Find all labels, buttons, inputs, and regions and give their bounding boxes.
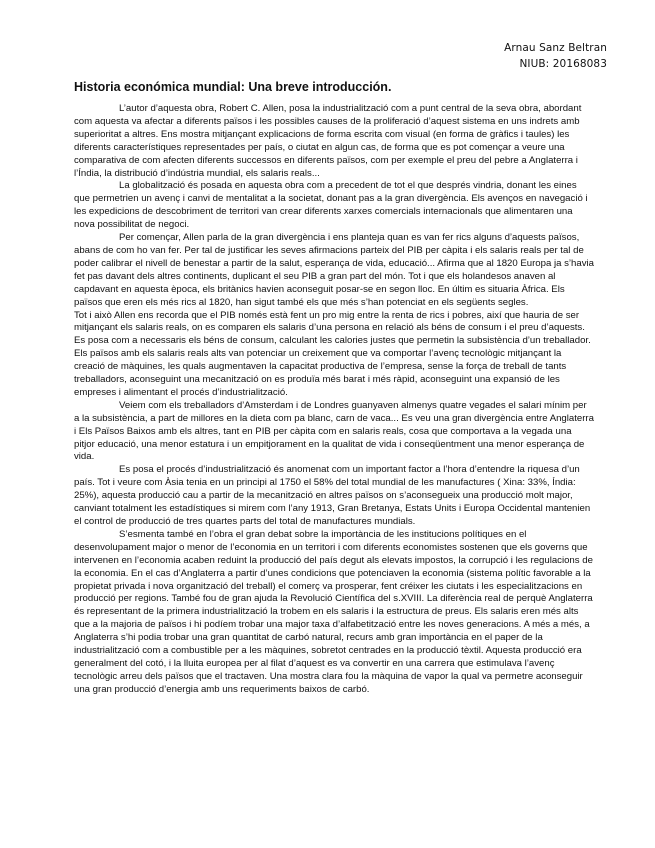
document-body (74, 103, 594, 697)
paragraph: S’esmenta també en l’obra el gran debat sobre la importància de les institucions polítiques en el desenvolupament major o menor de l’economia en un territori i com diferents economistes sostenen que els governs que intervenen en l’economia acaben reduint la producció del país degut als elevats impostos, la corrupció i les regulacions de la economia. En el cas d’Anglaterra a partir d’unes condicions que potenciaven la economia (sistema polític favorable a la propietat privada i nova organització del treball) el comerç va prosperar, fent créixer les ciutats i les especialitzacions en producció per regions. També fou de gran ajuda la Revolució Científica del s.XVIII. La diferència real de perquè Anglaterra és representant de la primera industrialització la trobem en els salaris i la estructura de preus. Els salaris eren més alts que a la majoria de països i hi podíem trobar una major taxa d’alfabetització entre les noves generacions. A més a més, a Anglaterra s’hi podia trobar una gran quantitat de carbó natural, recurs amb gran importància en el paper de la industrialització com a combustible per a les màquines, sobretot centrades en la producció tèxtil. Aquesta producció era generalment del cotó, i la lluita europea per al filat d’aquest es va convertir en una carrera que estimulava l’avenç tecnològic arreu dels països que el tractaven. Una mostra clara fou la màquina de vapor la qual va permetre aconseguir una gran producció d’energia amb uns requeriments baixos de carbó. (74, 528, 593, 695)
paragraph: Veiem com els treballadors d’Amsterdam i de Londres guanyaven almenys quatre vegades el salari mínim per a la subsistència, a part de millores en la dieta com pa blanc, carn de vaca... Es veu una gran divergència entre Anglaterra i Els Països Baixos amb els altres, tant en PIB per càpita com en salaris reals, cosa que comportava a la vegada una pitjor educació, una menor estatura i un empitjorament en la qualitat de vida i conseqüentment una menor esperança de vida. (74, 399, 594, 463)
author-block (504, 40, 607, 72)
student-id: NIUB: 20168083 (519, 58, 607, 70)
paragraph: Per començar, Allen parla de la gran divergència i ens planteja quan es van fer rics alguns d’aquests països, abans de com ho van fer. Per tal de justificar les seves afirmacions parteix del PIB per càpita i els salaris reals per tal de poder calibrar el nivell de benestar a partir de la salut, esperança de vida, educació... Afirma que al 1820 Europa ja s’havia fet pas davant dels altres continents, duplicant el seu PIB a gran part del món. Tot i que els holandesos anaven al capdavant en aquesta època, els britànics havien aconseguit posar-se en segon lloc. En últim es situaria Àfrica. Els països que eren els més rics al 1820, han sigut també els que més s’han potenciat en els següents segles. (74, 232, 594, 308)
paragraph: Tot i això Allen ens recorda que el PIB només està fent un pro mig entre la renta de rics i pobres, així que hauria de ser mitjançant els salaris reals, on es comparen els salaris d’una persona en relació als béns de consum i el preu d’aquests. Es posa com a necessaris els béns de consum, calculant les calories justes que permetin la subsistència d’un treballador. Els països amb els salaris reals alts van potenciar un creixement que va comportar l’avenç tecnològic mitjançant la creació de màquines, les quals augmentaven la capacitat productiva de l’empresa, sense la força de treball de tants treballadors, aconseguint una mecanització on es produïa més barat i més ràpid, aconseguint una expansió de les empreses i alimentant el procés d’industrialització. (74, 309, 591, 398)
paragraph: Es posa el procés d’industrialització és anomenat com un important factor a l’hora d’entendre la riquesa d’un país. Tot i veure com Àsia tenia en un principi al 1750 el 58% del total mundial de les manufactures ( Xina: 33%, Índia: 25%), aquesta producció cau a partir de la mecanització en altres països on s’aconsegueix una producció molt major, canviant totalment les estadístiques si mirem com l’any 1913, Gran Bretanya, Estats Units i Europa Occidental mantenien el control de producció de tres quartes parts del total de manufactures mundials. (74, 464, 591, 527)
paragraph: La globalització és posada en aquesta obra com a precedent de tot el que després vindria, donant les eines que permetrien un avenç i canvi de mentalitat a la societat, donant pas a la gran divergència. Els avenços en navegació i les expedicions de descobriment de territori van crear diferents xarxes comercials internacionals que alimentaren una nova possibilitat de negoci. (74, 180, 588, 231)
author-name: Arnau Sanz Beltran (504, 42, 607, 54)
document-title: Historia económica mundial: Una breve introducción. (74, 80, 392, 94)
paragraph: L’autor d’aquesta obra, Robert C. Allen, posa la industrialització com a punt central de la seva obra, abordant com aquesta va afectar a diferents països i les possibles causes de la proliferació d’aquest sistema en uns indrets amb superioritat a altres. Ens mostra mitjançant explicacions de forma escrita com visual (en forma de gràfics i taules) les diferents característiques representades per país, o ciutat en algun cas, de forma que es pot començar a veure una comparativa de com afecten diferents successos en diferents països, com per exemple el preu del pebre a Anglaterra i l’Índia, la distribució d’indústria mundial, els salaris reals... (74, 103, 582, 179)
